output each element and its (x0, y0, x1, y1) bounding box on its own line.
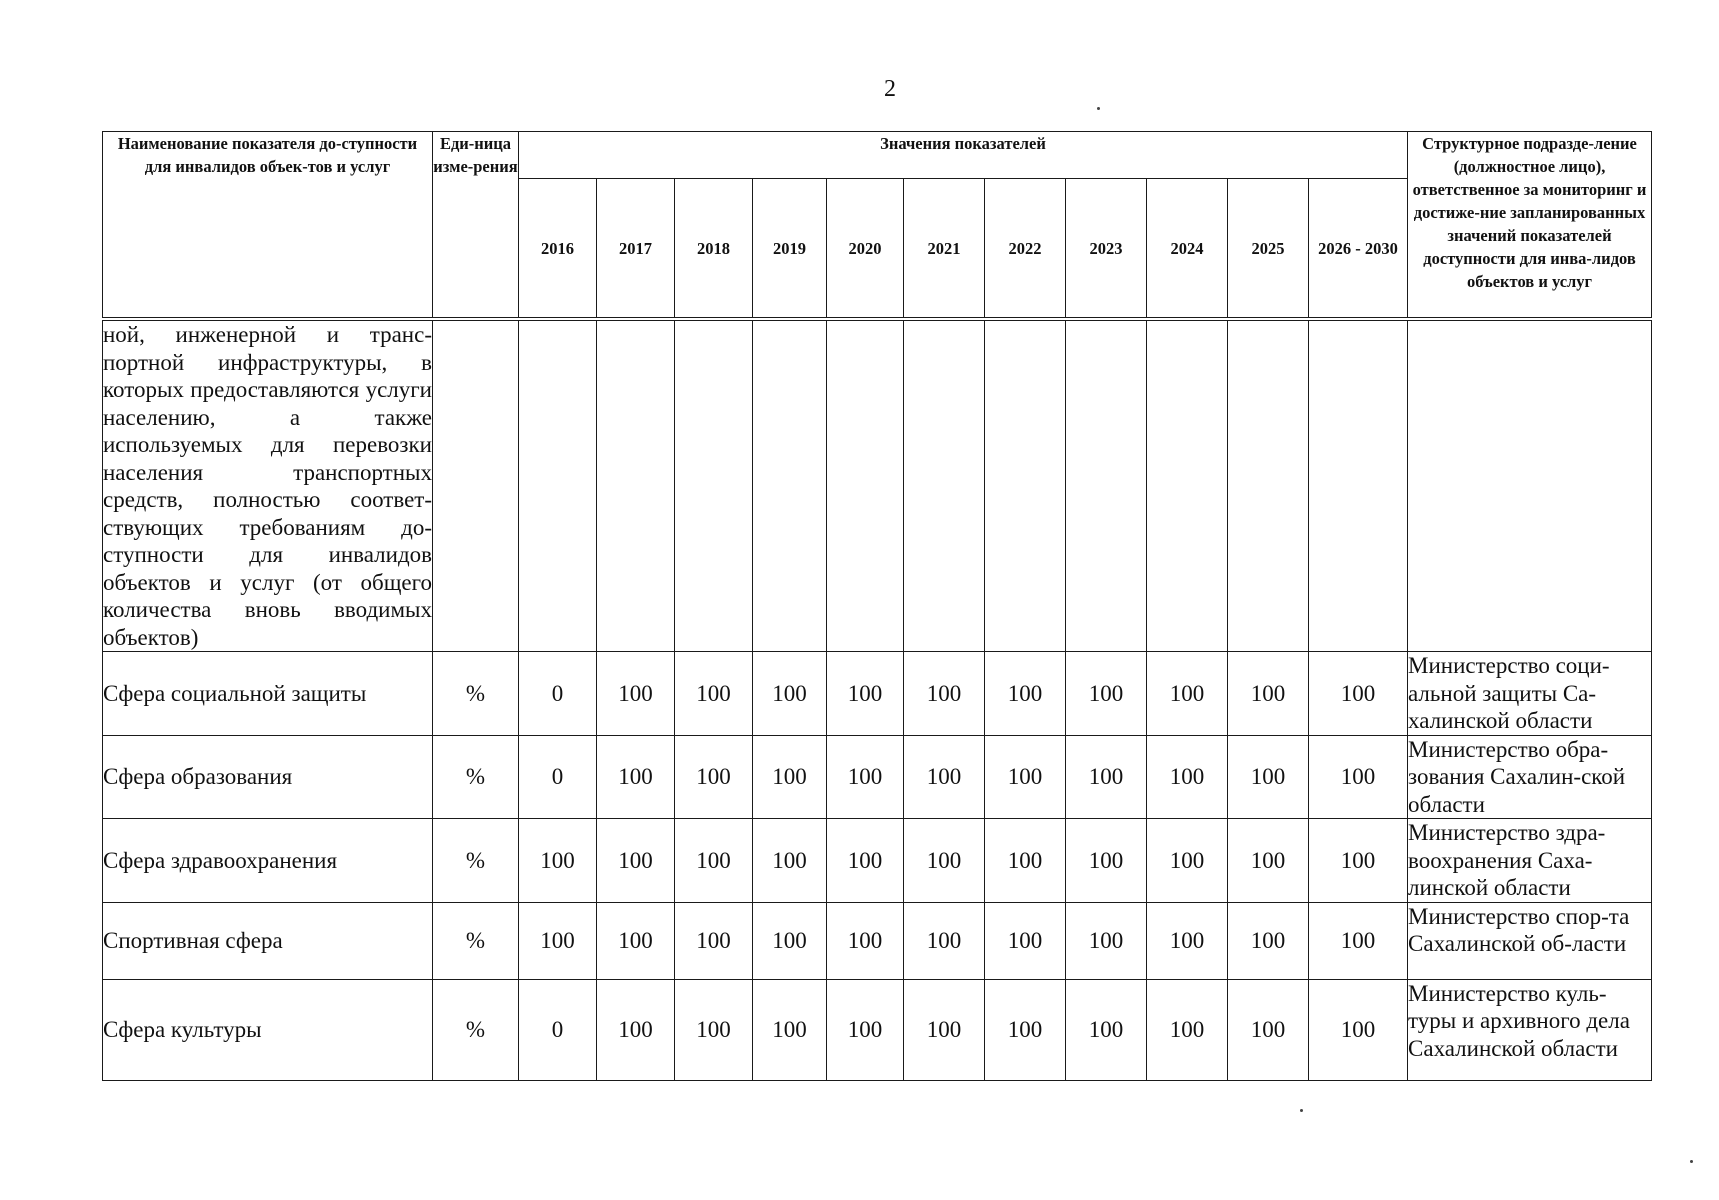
value-cell: 100 (904, 819, 985, 903)
value-cell: 100 (1228, 652, 1309, 736)
value-cell: 100 (827, 819, 904, 903)
scan-speck (1300, 1109, 1303, 1112)
value-cell: 100 (1066, 735, 1147, 819)
value-cell: 100 (753, 735, 827, 819)
value-cell: 100 (675, 652, 753, 736)
header-year: 2016 (519, 179, 597, 318)
header-year: 2026 - 2030 (1309, 179, 1408, 318)
value-cell: 100 (827, 652, 904, 736)
page-number: 2 (884, 76, 896, 102)
responsible-cell: Министерство куль-туры и архивного дела Сахалинской области (1408, 979, 1652, 1080)
table-row (103, 902, 1652, 979)
empty-cell (597, 321, 675, 652)
header-year: 2024 (1147, 179, 1228, 318)
header-row-top (103, 132, 1652, 179)
value-cell: 100 (519, 819, 597, 903)
value-cell: 100 (753, 902, 827, 979)
indicator-name: Спортивная сфера (103, 902, 433, 979)
value-cell: 100 (904, 652, 985, 736)
empty-cell (1147, 321, 1228, 652)
indicator-name: Сфера образования (103, 735, 433, 819)
unit-cell: % (433, 902, 519, 979)
value-cell: 100 (1147, 819, 1228, 903)
empty-cell (985, 321, 1066, 652)
value-cell: 100 (597, 819, 675, 903)
responsible-cell: Министерство здра-воохранения Саха-линской области (1408, 819, 1652, 903)
value-cell: 100 (904, 902, 985, 979)
empty-cell (1309, 321, 1408, 652)
empty-cell (904, 321, 985, 652)
header-year: 2021 (904, 179, 985, 318)
value-cell: 0 (519, 652, 597, 736)
header-year: 2018 (675, 179, 753, 318)
value-cell: 0 (519, 979, 597, 1080)
responsible-cell: Министерство спор-та Сахалинской об-ласти (1408, 902, 1652, 979)
empty-cell (675, 321, 753, 652)
header-year: 2017 (597, 179, 675, 318)
value-cell: 100 (1147, 652, 1228, 736)
value-cell: 100 (597, 902, 675, 979)
responsible-cell: Министерство соци-альной защиты Са-халинской области (1408, 652, 1652, 736)
value-cell: 100 (1066, 902, 1147, 979)
value-cell: 100 (985, 735, 1066, 819)
value-cell: 100 (827, 902, 904, 979)
empty-cell (1408, 321, 1652, 652)
header-year: 2020 (827, 179, 904, 318)
value-cell: 100 (1228, 902, 1309, 979)
value-cell: 100 (1147, 902, 1228, 979)
header-responsible: Структурное подразде-ление (должностное лицо), ответственное за мониторинг и достиже-ние запланированных значений показателей доступности для инва-лидов объектов и услуг (1408, 132, 1652, 318)
value-cell: 100 (1228, 735, 1309, 819)
value-cell: 100 (1228, 979, 1309, 1080)
value-cell: 100 (1066, 652, 1147, 736)
value-cell: 100 (904, 735, 985, 819)
header-indicator-name: Наименование показателя до-ступности для инвалидов объек-тов и услуг (103, 132, 433, 318)
header-unit: Еди-ница изме-рения (433, 132, 519, 318)
value-cell: 100 (753, 819, 827, 903)
table-row (103, 735, 1652, 819)
indicator-name-continued: ной, инженерной и транс-портной инфраструктуры, в которых предоставляются услуги населению, а также используемых для перевозки населения транспортных средств, полностью соответ-ствующих требованиям до-ступности для инвалидов объектов и услуг (от общего количества вновь вводимых объектов) (103, 322, 432, 650)
table-row (103, 652, 1652, 736)
table-row (103, 819, 1652, 903)
value-cell: 100 (904, 979, 985, 1080)
value-cell: 100 (675, 979, 753, 1080)
empty-cell (753, 321, 827, 652)
table-body (103, 318, 1652, 1081)
empty-cell (1066, 321, 1147, 652)
header-year: 2025 (1228, 179, 1309, 318)
empty-cell (827, 321, 904, 652)
value-cell: 100 (1228, 819, 1309, 903)
value-cell: 100 (597, 979, 675, 1080)
indicator-name: Сфера здравоохранения (103, 819, 433, 903)
value-cell: 100 (675, 902, 753, 979)
value-cell: 100 (1309, 652, 1408, 736)
value-cell: 100 (1066, 979, 1147, 1080)
value-cell: 100 (753, 979, 827, 1080)
value-cell: 100 (1309, 902, 1408, 979)
value-cell: 100 (675, 819, 753, 903)
value-cell: 100 (597, 652, 675, 736)
scan-speck (1097, 107, 1100, 110)
value-cell: 100 (827, 979, 904, 1080)
header-year: 2022 (985, 179, 1066, 318)
value-cell: 100 (985, 979, 1066, 1080)
header-year: 2019 (753, 179, 827, 318)
value-cell: 100 (1147, 735, 1228, 819)
header-values-group: Значения показателей (519, 132, 1408, 179)
unit-cell: % (433, 652, 519, 736)
value-cell: 100 (985, 902, 1066, 979)
value-cell: 100 (1309, 819, 1408, 903)
unit-cell: % (433, 979, 519, 1080)
value-cell: 100 (827, 735, 904, 819)
value-cell: 100 (1147, 979, 1228, 1080)
unit-cell: % (433, 735, 519, 819)
indicator-name: Сфера социальной защиты (103, 652, 433, 736)
empty-cell (1228, 321, 1309, 652)
value-cell: 100 (985, 819, 1066, 903)
value-cell: 0 (519, 735, 597, 819)
empty-cell (519, 321, 597, 652)
scan-speck (1690, 1160, 1693, 1163)
value-cell: 100 (753, 652, 827, 736)
header-year: 2023 (1066, 179, 1147, 318)
value-cell: 100 (597, 735, 675, 819)
empty-cell (433, 321, 519, 652)
value-cell: 100 (675, 735, 753, 819)
table-row-continuation (103, 321, 1652, 652)
unit-cell: % (433, 819, 519, 903)
value-cell: 100 (1309, 979, 1408, 1080)
value-cell: 100 (985, 652, 1066, 736)
value-cell: 100 (1066, 819, 1147, 903)
indicator-name: Сфера культуры (103, 979, 433, 1080)
table-row (103, 979, 1652, 1080)
value-cell: 100 (519, 902, 597, 979)
value-cell: 100 (1309, 735, 1408, 819)
responsible-cell: Министерство обра-зования Сахалин-ской области (1408, 735, 1652, 819)
indicator-table (102, 131, 1652, 1081)
